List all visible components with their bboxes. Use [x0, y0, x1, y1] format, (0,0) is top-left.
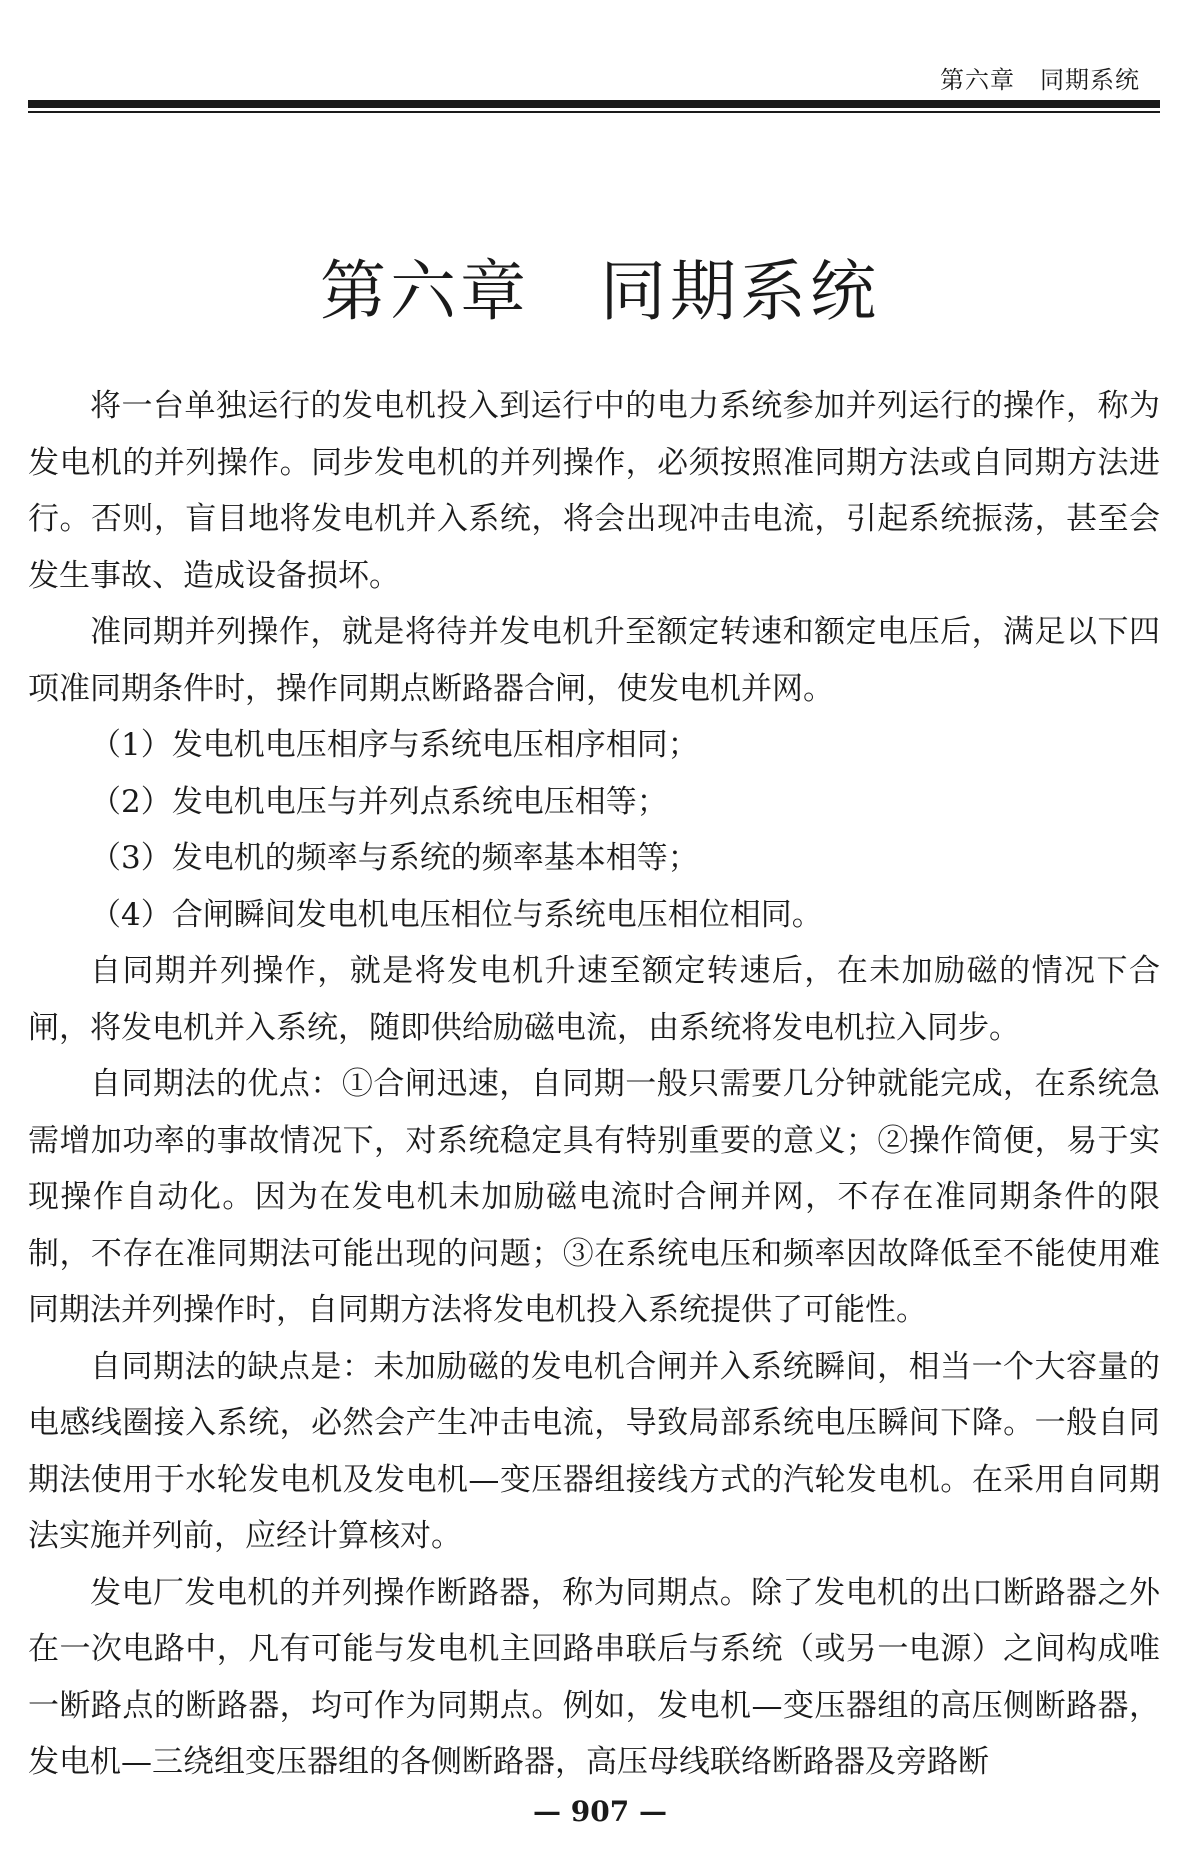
paragraph: 准同期并列操作，就是将待并发电机升至额定转速和额定电压后，满足以下四项准同期条件时，操作同期点断路器合闸，使发电机并网。 — [28, 614, 1160, 707]
chapter-title: 第六章 同期系统 — [320, 253, 880, 330]
condition-item: （1）发电机电压相序与系统电压相序相同； — [90, 727, 699, 763]
header-rule-thin — [28, 111, 1160, 113]
paragraph: 将一台单独运行的发电机投入到运行中的电力系统参加并列运行的操作，称为发电机的并列操作。同步发电机的并列操作，必须按照准同期方法或自同期方法进行。否则，盲目地将发电机并入系统，将会出现冲击电流，引起系统振荡，甚至会发生事故、造成设备损坏。 — [28, 388, 1160, 594]
condition-item: （3）发电机的频率与系统的频率基本相等； — [90, 840, 699, 876]
paragraph: 发电厂发电机的并列操作断路器，称为同期点。除了发电机的出口断路器之外在一次电路中，凡有可能与发电机主回路串联后与系统（或另一电源）之间构成唯一断路点的断路器，均可作为同期点。例如，发电机—变压器组的高压侧断路器，发电机—三绕组变压器组的各侧断路器，高压母线联络断路器及旁路断 — [28, 1574, 1160, 1780]
paragraph: 自同期并列操作，就是将发电机升速至额定转速后，在未加励磁的情况下合闸，将发电机并入系统，随即供给励磁电流，由系统将发电机拉入同步。 — [28, 953, 1160, 1046]
paragraph: 自同期法的缺点是：未加励磁的发电机合闸并入系统瞬间，相当一个大容量的电感线圈接入系统，必然会产生冲击电流，导致局部系统电压瞬间下降。一般自同期法使用于水轮发电机及发电机—变压器组接线方式的汽轮发电机。在采用自同期法实施并列前，应经计算核对。 — [28, 1348, 1160, 1554]
condition-item: （4）合闸瞬间发电机电压相位与系统电压相位相同。 — [90, 896, 823, 933]
condition-item: （2）发电机电压与并列点系统电压相等； — [90, 783, 668, 820]
body-text — [28, 378, 1160, 1791]
paragraph: 自同期法的优点：①合闸迅速，自同期一般只需要几分钟就能完成，在系统急需增加功率的事故情况下，对系统稳定具有特别重要的意义；②操作简便，易于实现操作自动化。因为在发电机未加励磁电流时合闸并网，不存在准同期条件的限制，不存在准同期法可能出现的问题；③在系统电压和频率因故降低至不能使用难同期法并列操作时，自同期方法将发电机投入系统提供了可能性。 — [28, 1066, 1160, 1328]
page-number: — 907 — — [533, 1795, 667, 1828]
header-rule-thick — [28, 100, 1160, 108]
running-head: 第六章 同期系统 — [940, 66, 1140, 94]
